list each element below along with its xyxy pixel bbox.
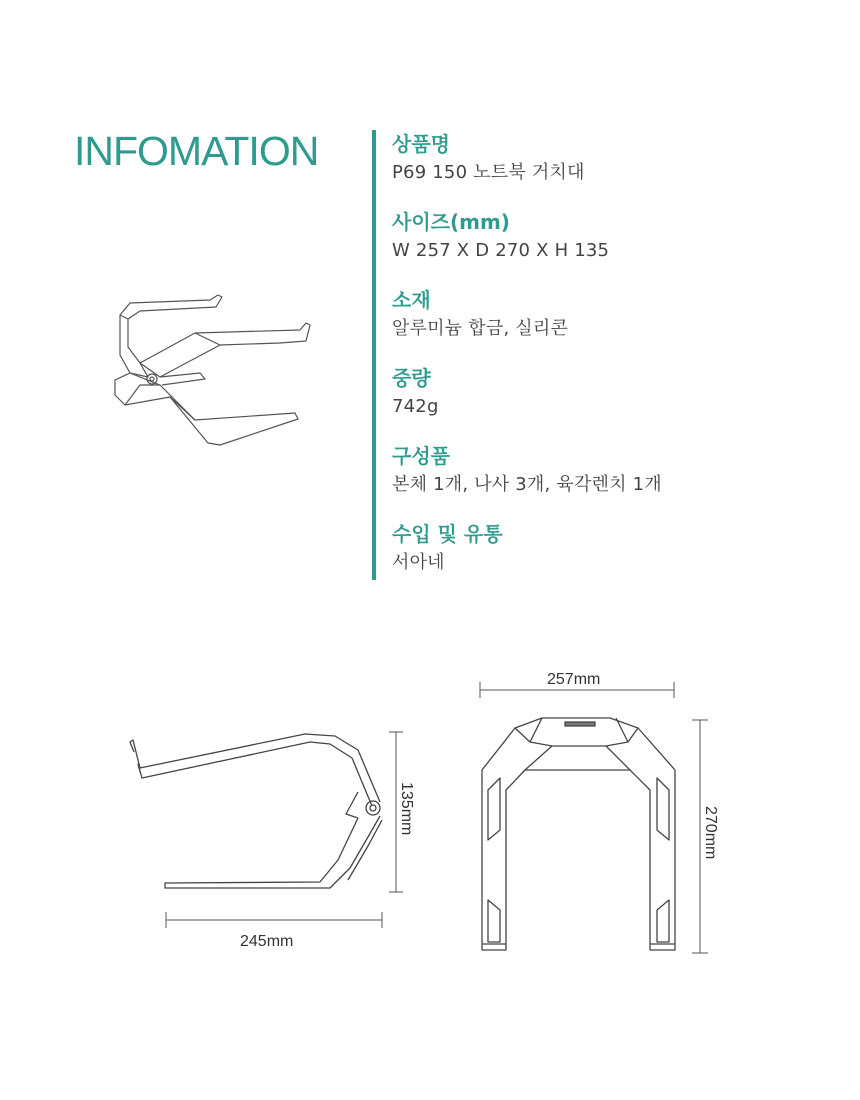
spec-label: 중량 bbox=[392, 366, 431, 390]
spec-label: 사이즈(mm) bbox=[392, 210, 510, 234]
spec-distributor bbox=[392, 520, 662, 598]
section-divider bbox=[372, 130, 376, 580]
spec-value: P69 150 노트북 거치대 bbox=[392, 162, 585, 183]
product-perspective-drawing bbox=[100, 285, 330, 455]
spec-list bbox=[392, 130, 662, 598]
spec-label: 구성품 bbox=[392, 444, 450, 468]
spec-value: 742g bbox=[392, 396, 439, 417]
spec-value: 알루미늄 합금, 실리콘 bbox=[392, 318, 569, 339]
spec-weight bbox=[392, 364, 662, 442]
spec-material bbox=[392, 286, 662, 364]
spec-value: W 257 X D 270 X H 135 bbox=[392, 240, 610, 261]
side-view-drawing bbox=[120, 720, 430, 960]
spec-label: 수입 및 유통 bbox=[392, 522, 503, 546]
dimension-width-label: 257mm bbox=[547, 671, 601, 688]
spec-components bbox=[392, 442, 662, 520]
spec-label: 상품명 bbox=[392, 132, 450, 156]
spec-value: 본체 1개, 나사 3개, 육각렌치 1개 bbox=[392, 474, 662, 495]
front-view-drawing bbox=[470, 660, 730, 970]
page-title: INFOMATION bbox=[74, 128, 319, 174]
dimension-front-depth-label: 270mm bbox=[702, 806, 719, 860]
spec-product-name bbox=[392, 130, 662, 208]
dimension-height-label: 135mm bbox=[398, 782, 415, 836]
dimension-depth-label: 245mm bbox=[240, 933, 294, 950]
spec-value: 서아네 bbox=[392, 552, 445, 573]
spec-size bbox=[392, 208, 662, 286]
spec-label: 소재 bbox=[392, 288, 431, 312]
